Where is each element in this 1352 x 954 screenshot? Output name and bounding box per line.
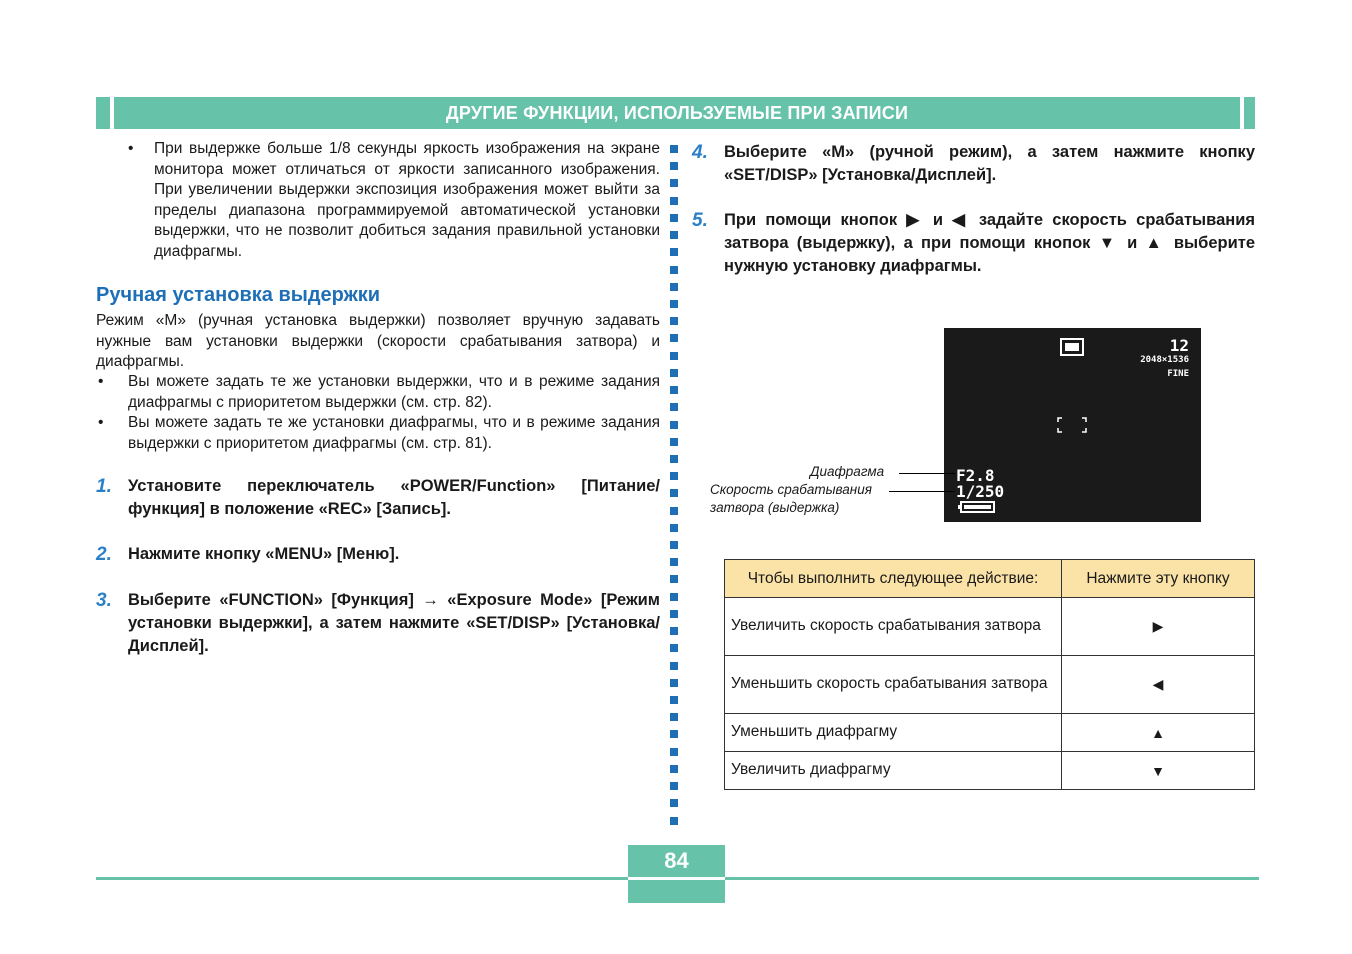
intro-paragraph: Режим «M» (ручная установка выдержки) позволяет вручную задавать нужные вам установки выдержки (скорости срабатывания затвора) и диафрагмы.	[96, 312, 660, 370]
shutter-readout: 1/250	[956, 482, 1005, 501]
divider-dot	[670, 266, 678, 274]
header-bar-right	[1244, 97, 1255, 129]
table-cell-action: Увеличить диафрагму	[725, 752, 1062, 790]
shots-remaining: 12	[1169, 336, 1189, 355]
divider-dot	[670, 662, 678, 670]
divider-dot	[670, 524, 678, 532]
divider-dot	[670, 472, 678, 480]
divider-dot	[670, 507, 678, 515]
down-arrow-icon: ▼	[1062, 752, 1255, 790]
divider-dot	[670, 438, 678, 446]
bullet-dot: •	[98, 414, 104, 431]
divider-dot	[670, 283, 678, 291]
camera-monitor-display	[944, 328, 1201, 522]
quality-readout: FINE	[1167, 369, 1189, 379]
divider-dot	[670, 179, 678, 187]
divider-dot	[670, 541, 678, 549]
list-item	[96, 413, 660, 454]
up-arrow-icon: ▲	[1062, 714, 1255, 752]
step-text: При помощи кнопок ▶ и ◀ задайте скорость срабатывания затвора (выдержку), а при помощи кнопок ▼ и ▲ выберите нужную установку диафрагмы.	[724, 211, 1255, 275]
divider-dot	[670, 403, 678, 411]
bullet-text: Вы можете задать те же установки выдержки, что и в режиме задания диафрагмы с приоритетом выдержки (см. стр. 82).	[128, 373, 660, 411]
divider-dot	[670, 593, 678, 601]
resolution-readout: 2048×1536	[1140, 355, 1189, 365]
divider-dot	[670, 334, 678, 342]
step-text: Нажмите кнопку «MENU» [Меню].	[128, 545, 400, 563]
note-bullet	[128, 139, 660, 262]
button-action-table	[724, 559, 1255, 790]
step-3	[96, 589, 660, 658]
step-text: Выберите «M» (ручной режим), а затем нажмите кнопку «SET/DISP» [Установка/Дисплей].	[724, 143, 1255, 184]
bullet-text: Вы можете задать те же установки диафрагмы, что и в режиме задания выдержки с приоритетом диафрагмы (см. стр. 81).	[128, 414, 660, 452]
step-number: 4.	[692, 142, 708, 163]
table-header-action: Чтобы выполнить следующее действие:	[725, 560, 1062, 598]
divider-dot	[670, 610, 678, 618]
aperture-callout-line	[899, 473, 955, 474]
divider-dot	[670, 455, 678, 463]
table-header-button: Нажмите эту кнопку	[1062, 560, 1255, 598]
divider-dot	[670, 386, 678, 394]
header-bar-left	[96, 97, 110, 129]
divider-dot	[670, 558, 678, 566]
list-item	[96, 372, 660, 413]
note-bullet-text: При выдержке больше 1/8 секунды яркость изображения на экране монитора может отличаться от яркости записанного изображения. При увеличении выдержки экспозиция изображения может выйти за пределы диапазона программируемой автоматической установки выдержки, что не позволит добиться задания правильной установки диафрагмы.	[154, 140, 660, 260]
divider-dot	[670, 214, 678, 222]
divider-dot	[670, 748, 678, 756]
step-text: Выберите «FUNCTION» [Функция] → «Exposure Mode» [Режим установки выдержки], а затем нажмите «SET/DISP» [Установка/Дисплей].	[128, 591, 660, 655]
table-row	[725, 714, 1255, 752]
divider-dot	[670, 817, 678, 825]
divider-dot	[670, 300, 678, 308]
divider-dot	[670, 145, 678, 153]
step-2	[96, 543, 660, 566]
divider-dot	[670, 575, 678, 583]
divider-dot	[670, 730, 678, 738]
divider-dot	[670, 317, 678, 325]
step-number: 2.	[96, 544, 112, 565]
aperture-caption: Диафрагма	[810, 464, 885, 479]
shutter-callout-line	[889, 491, 955, 492]
bullet-dot: •	[98, 373, 104, 390]
table-row	[725, 598, 1255, 656]
divider-dot	[670, 782, 678, 790]
step-number: 3.	[96, 590, 112, 611]
divider-dot	[670, 713, 678, 721]
divider-dot	[670, 644, 678, 652]
aperture-readout: F2.8	[956, 466, 995, 485]
shutter-caption-line1: Скорость срабатывания	[710, 482, 872, 497]
divider-dot	[670, 162, 678, 170]
divider-dot	[670, 248, 678, 256]
right-arrow-icon: ▶	[1062, 598, 1255, 656]
table-row	[725, 656, 1255, 714]
divider-dot	[670, 197, 678, 205]
focus-frame-icon	[1056, 416, 1088, 434]
table-cell-action: Увеличить скорость срабатывания затвора	[725, 598, 1062, 656]
page-number: 84	[664, 848, 689, 873]
divider-dot	[670, 231, 678, 239]
section-title: Ручная установка выдержки	[96, 284, 381, 306]
image-size-icon	[1060, 338, 1084, 356]
step-text: Установите переключатель «POWER/Function» [Питание/функция] в положение «REC» [Запись].	[128, 477, 660, 518]
table-header-row	[725, 560, 1255, 598]
step-number: 1.	[96, 476, 112, 497]
step-5	[692, 209, 1255, 278]
table-row	[725, 752, 1255, 790]
divider-dot	[670, 679, 678, 687]
divider-dot	[670, 799, 678, 807]
divider-dot	[670, 352, 678, 360]
divider-dot	[670, 627, 678, 635]
left-arrow-icon: ◀	[1062, 656, 1255, 714]
column-divider	[670, 145, 679, 825]
table-cell-action: Уменьшить диафрагму	[725, 714, 1062, 752]
bullet-dot: •	[128, 140, 134, 157]
divider-dot	[670, 696, 678, 704]
page-header-title: ДРУГИЕ ФУНКЦИИ, ИСПОЛЬЗУЕМЫЕ ПРИ ЗАПИСИ	[114, 97, 1240, 129]
step-1	[96, 475, 660, 521]
divider-dot	[670, 421, 678, 429]
step-4	[692, 141, 1255, 187]
divider-dot	[670, 489, 678, 497]
shutter-caption-line2: затвора (выдержка)	[710, 500, 840, 515]
table-cell-action: Уменьшить скорость срабатывания затвора	[725, 656, 1062, 714]
step-number: 5.	[692, 210, 708, 231]
divider-dot	[670, 369, 678, 377]
footer-rule-gap	[628, 877, 725, 880]
divider-dot	[670, 765, 678, 773]
battery-icon	[958, 499, 996, 513]
